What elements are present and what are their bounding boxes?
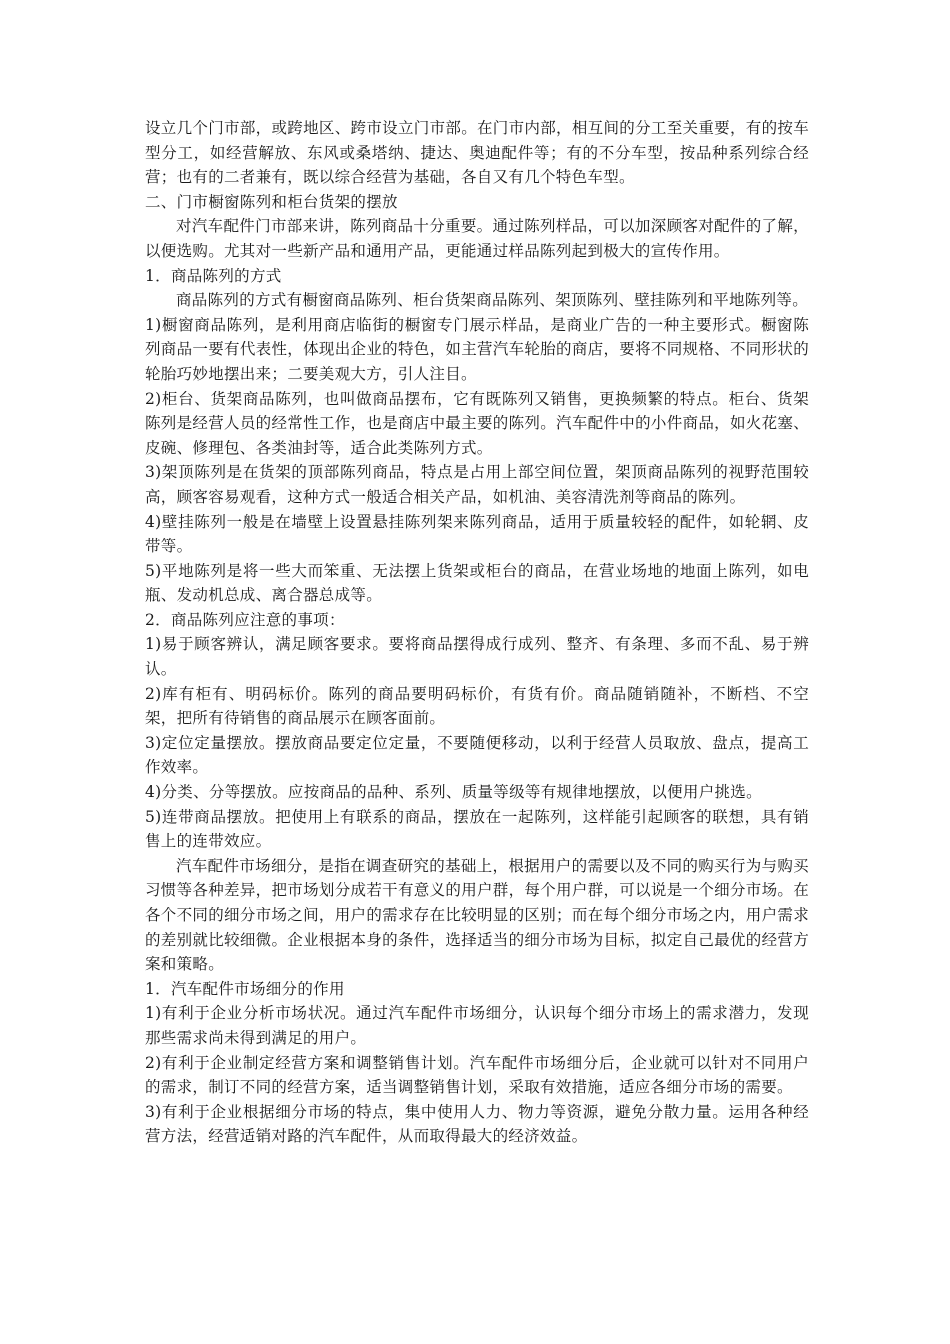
paragraph: 1．商品陈列的方式 [145, 266, 282, 285]
paragraph: 3)定位定量摆放。摆放商品要定位定量，不要随便移动，以利于经营人员取放、盘点，提高工作效率。 [145, 733, 809, 777]
paragraph: 4)壁挂陈列一般是在墙壁上设置悬挂陈列架来陈列商品，适用于质量较轻的配件，如轮辋、皮带等。 [145, 512, 809, 556]
paragraph: 5)连带商品摆放。把使用上有联系的商品，摆放在一起陈列，这样能引起顾客的联想，具有销售上的连带效应。 [145, 807, 809, 851]
paragraph: 商品陈列的方式有橱窗商品陈列、柜台货架商品陈列、架顶陈列、壁挂陈列和平地陈列等。 [176, 291, 809, 310]
paragraph: 汽车配件市场细分，是指在调查研究的基础上，根据用户的需要以及不同的购买行为与购买习惯等各种差异，把市场划分成若干有意义的用户群，每个用户群，可以说是一个细分市场。在各个不同的细分市场之间，用户的需求存在比较明显的区别；而在每个细分市场之内，用户需求的差别就比较细微。企业根据本身的条件，选择适当的细分市场为目标，拟定自己最优的经营方案和策略。 [145, 856, 809, 974]
paragraph: 设立几个门市部，或跨地区、跨市设立门市部。在门市内部，相互间的分工至关重要，有的按车型分工，如经营解放、东风或桑塔纳、捷达、奥迪配件等；有的不分车型，按品种系列综合经营；也有的二者兼有，既以综合经营为基础，各自又有几个特色车型。 [145, 119, 809, 187]
paragraph: 1)易于顾客辨认，满足顾客要求。要将商品摆得成行成列、整齐、有条理、多而不乱、易于辨认。 [145, 635, 809, 679]
paragraph: 1)橱窗商品陈列，是利用商店临街的橱窗专门展示样品，是商业广告的一种主要形式。橱窗陈列商品一要有代表性，体现出企业的特色，如主营汽车轮胎的商店，要将不同规格、不同形状的轮胎巧妙地摆出来；二要美观大方，引人注目。 [145, 315, 809, 383]
document-page [145, 116, 809, 1149]
paragraph: 2)有利于企业制定经营方案和调整销售计划。汽车配件市场细分后，企业就可以针对不同用户的需求，制订不同的经营方案，适当调整销售计划，采取有效措施，适应各细分市场的需要。 [145, 1053, 809, 1097]
paragraph: 5)平地陈列是将一些大而笨重、无法摆上货架或柜台的商品，在营业场地的地面上陈列，如电瓶、发动机总成、离合器总成等。 [145, 561, 809, 605]
paragraph: 4)分类、分等摆放。应按商品的品种、系列、质量等级等有规律地摆放，以便用户挑选。 [145, 783, 762, 802]
paragraph: 1．汽车配件市场细分的作用 [145, 979, 345, 998]
paragraph: 3)架顶陈列是在货架的顶部陈列商品，特点是占用上部空间位置，架顶商品陈列的视野范围较高，顾客容易观看，这种方式一般适合相关产品，如机油、美容清洗剂等商品的陈列。 [145, 463, 809, 506]
paragraph: 二、门市橱窗陈列和柜台货架的摆放 [145, 192, 398, 211]
paragraph: 2)库有柜有、明码标价。陈列的商品要明码标价，有货有价。商品随销随补，不断档、不空架，把所有待销售的商品展示在顾客面前。 [145, 684, 809, 728]
paragraph: 对汽车配件门市部来讲，陈列商品十分重要。通过陈列样品，可以加深顾客对配件的了解，以便选购。尤其对一些新产品和通用产品，更能通过样品陈列起到极大的宣传作用。 [145, 217, 809, 260]
paragraph: 3)有利于企业根据细分市场的特点，集中使用人力、物力等资源，避免分散力量。运用各种经营方法，经营适销对路的汽车配件，从而取得最大的经济效益。 [145, 1102, 809, 1146]
paragraph: 2．商品陈列应注意的事项： [145, 610, 345, 629]
paragraph: 1)有利于企业分析市场状况。通过汽车配件市场细分，认识每个细分市场上的需求潜力，发现那些需求尚未得到满足的用户。 [145, 1004, 809, 1047]
paragraph: 2)柜台、货架商品陈列，也叫做商品摆布，它有既陈列又销售，更换频繁的特点。柜台、货架陈列是经营人员的经常性工作，也是商店中最主要的陈列。汽车配件中的小件商品，如火花塞、皮碗、修理包、各类油封等，适合此类陈列方式。 [145, 389, 809, 457]
